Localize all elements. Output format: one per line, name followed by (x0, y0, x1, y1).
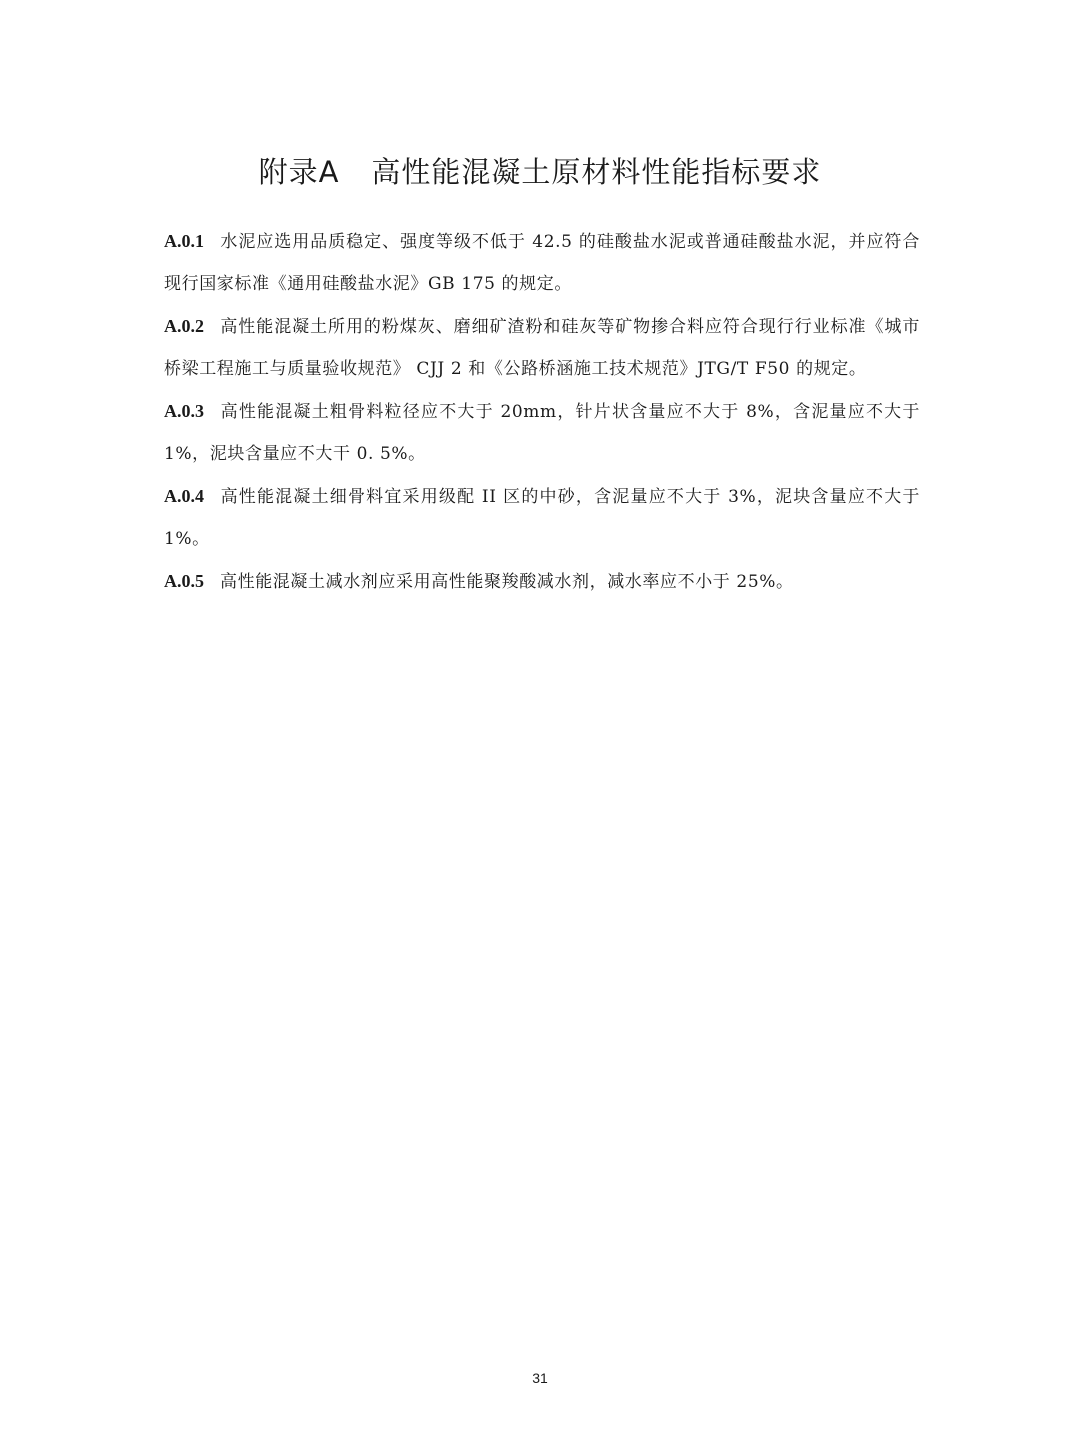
clause-text: 高性能混凝土细骨料宜采用级配 II 区的中砂，含泥量应不大于 3%，泥块含量应不大于 1%。 (164, 487, 920, 549)
clause-number: A.0.5 (164, 571, 204, 591)
clause-a03 (164, 390, 920, 475)
clause-a02 (164, 305, 920, 390)
clause-number: A.0.2 (164, 316, 204, 336)
clause-a05 (164, 560, 920, 603)
clause-text: 高性能混凝土减水剂应采用高性能聚羧酸减水剂，减水率应不小于 25%。 (220, 572, 794, 592)
clause-number: A.0.3 (164, 401, 204, 421)
clause-a04 (164, 475, 920, 560)
clause-text: 高性能混凝土粗骨料粒径应不大于 20mm，针片状含量应不大于 8%，含泥量应不大于 1%，泥块含量应不大干 0. 5%。 (164, 402, 920, 464)
clause-text: 水泥应选用品质稳定、强度等级不低于 42.5 的硅酸盐水泥或普通硅酸盐水泥，并应符合现行国家标准《通用硅酸盐水泥》GB 175 的规定。 (164, 232, 920, 294)
clause-text: 高性能混凝土所用的粉煤灰、磨细矿渣粉和硅灰等矿物掺合料应符合现行行业标准《城市桥梁工程施工与质量验收规范》 CJJ 2 和《公路桥涵施工技术规范》JTG/T F50 的规定。 (164, 317, 920, 379)
appendix-label: 附录A (258, 155, 340, 189)
appendix-title: 高性能混凝土原材料性能指标要求 (371, 155, 822, 189)
clause-number: A.0.4 (164, 486, 204, 506)
clause-list (164, 220, 920, 603)
clause-number: A.0.1 (164, 231, 204, 251)
page-title (0, 150, 1080, 191)
page-number: 31 (532, 1370, 548, 1386)
clause-a01 (164, 220, 920, 305)
